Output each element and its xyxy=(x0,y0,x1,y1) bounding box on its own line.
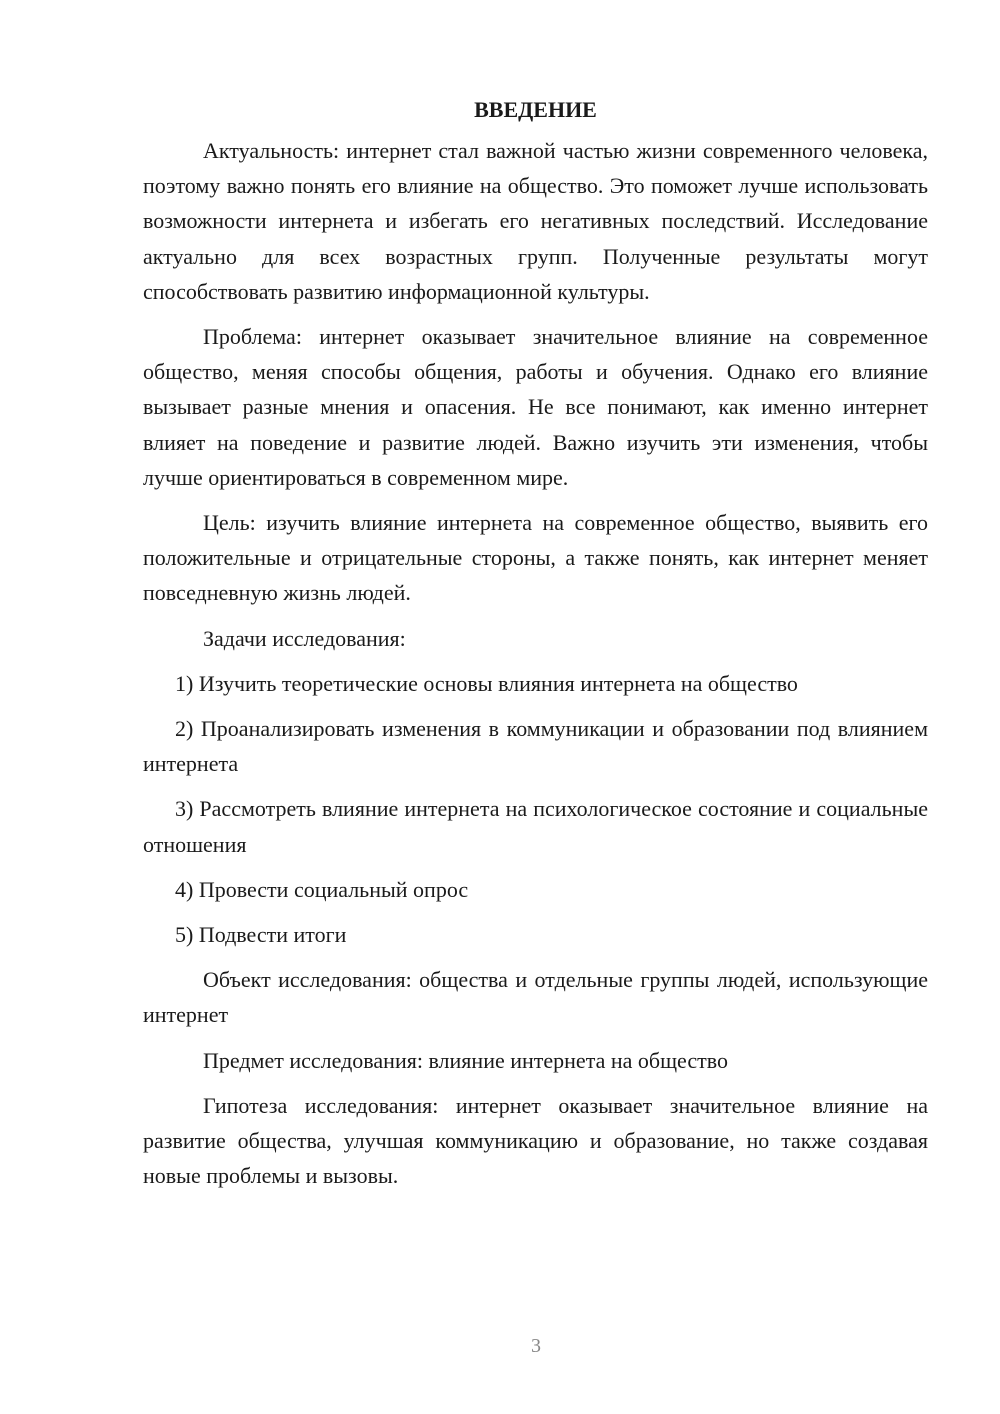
task-item: 1) Изучить теоретические основы влияния интернета на общество xyxy=(175,670,798,696)
paragraph-subject: Предмет исследования: влияние интернета на общество xyxy=(203,1047,728,1073)
document-page xyxy=(143,92,928,1203)
task-item: 2) Проанализировать изменения в коммуникации и образовании под влиянием интернета xyxy=(143,716,928,777)
tasks-heading: Задачи исследования: xyxy=(203,625,406,651)
page-number: 3 xyxy=(531,1335,541,1357)
task-item: 5) Подвести итоги xyxy=(175,922,347,948)
paragraph-object: Объект исследования: общества и отдельные группы людей, использующие интернет xyxy=(143,967,928,1028)
task-item: 3) Рассмотреть влияние интернета на психологическое состояние и социальные отношения xyxy=(143,796,928,857)
paragraph-goal: Цель: изучить влияние интернета на современное общество, выявить его положительные и отрицательные стороны, а также понять, как интернет меняет повседневную жизнь людей. xyxy=(143,510,928,606)
page-title: ВВЕДЕНИЕ xyxy=(474,97,597,122)
paragraph-hypothesis: Гипотеза исследования: интернет оказывает значительное влияние на развитие общества, улучшая коммуникацию и образование, но также создавая новые проблемы и вызовы. xyxy=(143,1092,928,1189)
paragraph-problem: Проблема: интернет оказывает значительное влияние на современное общество, меняя способы общения, работы и обучения. Однако его влияние вызывает разные мнения и опасения. Не все понимают, как именно интернет влияет на поведение и развитие людей. Важно изучить эти изменения, чтобы лучше ориентироваться в современном мире. xyxy=(143,324,928,490)
paragraph-relevance: Актуальность: интернет стал важной частью жизни современного человека, поэтому важно понять его влияние на общество. Это поможет лучше использовать возможности интернета и избегать его негативных последствий. Исследование актуально для всех возрастных групп. Полученные результаты могут способствовать развитию информационной культуры. xyxy=(143,138,928,304)
task-item: 4) Провести социальный опрос xyxy=(175,876,469,902)
